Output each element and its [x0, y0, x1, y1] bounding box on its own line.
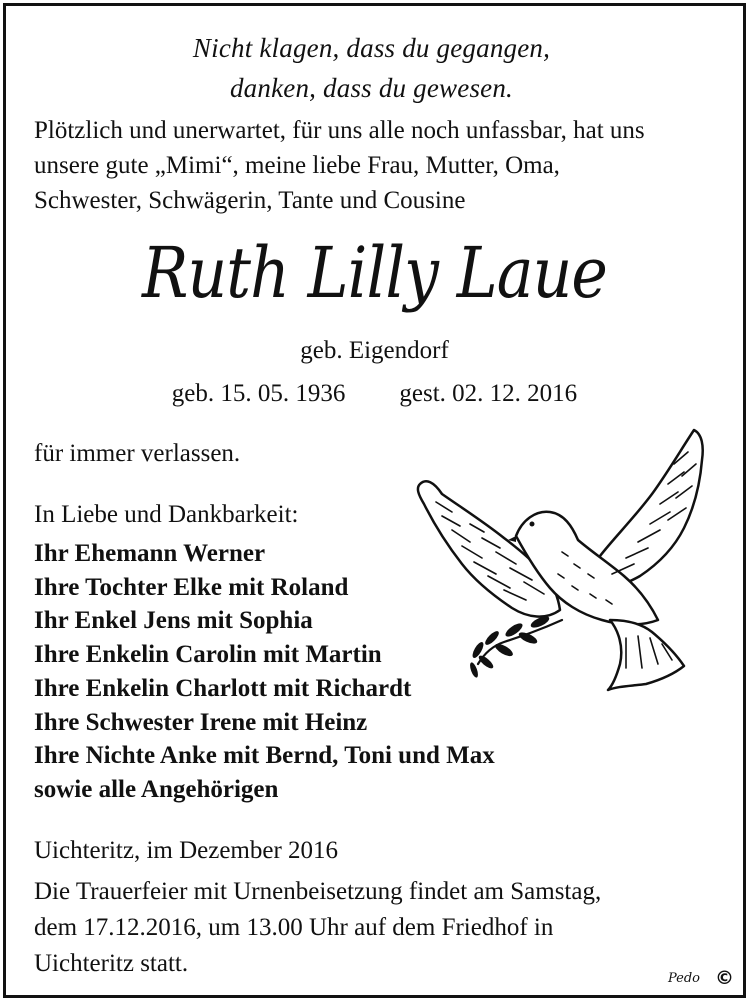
intro-line: unsere gute „Mimi“, meine liebe Frau, Mutter, Oma, — [34, 152, 560, 179]
mourner-item: Ihre Schwester Irene mit Heinz — [34, 708, 368, 736]
place-date: Uichteritz, im Dezember 2016 — [34, 837, 339, 864]
birth-date: geb. 15. 05. 1936 — [171, 380, 346, 407]
deceased-name: Ruth Lilly Laue — [141, 232, 608, 314]
mourner-item: Ihre Enkelin Charlott mit Richardt — [34, 674, 412, 702]
mourner-item: Ihr Ehemann Werner — [34, 540, 266, 567]
funeral-line: Uichteritz statt. — [34, 950, 189, 977]
intro-line: Schwester, Schwägerin, Tante und Cousine — [34, 187, 466, 214]
death-date: gest. 02. 12. 2016 — [399, 380, 578, 407]
life-dates — [0, 377, 749, 411]
birth-name: geb. Eigendorf — [300, 337, 449, 364]
copyright-symbol: © — [715, 967, 734, 989]
funeral-line: Die Trauerfeier mit Urnenbeisetzung findet am Samstag, — [34, 878, 602, 905]
mourner-item: sowie alle Angehörigen — [34, 775, 279, 803]
mourner-item: Ihre Enkelin Carolin mit Martin — [34, 641, 382, 669]
funeral-line: dem 17.12.2016, um 13.00 Uhr auf dem Friedhof in — [34, 914, 554, 941]
dove-with-olive-branch-icon — [412, 424, 708, 696]
mourner-item: Ihr Enkel Jens mit Sophia — [34, 607, 313, 635]
mourner-item: Ihre Nichte Anke mit Bernd, Toni und Max — [34, 742, 495, 770]
funeral-notice — [34, 874, 724, 982]
leaving-text: für immer verlassen. — [34, 440, 241, 467]
gratitude-text: In Liebe und Dankbarkeit: — [34, 501, 299, 528]
motto-line: Nicht klagen, dass du gegangen, — [192, 33, 551, 63]
mourner-item: Ihre Tochter Elke mit Roland — [34, 573, 349, 601]
intro-line: Plötzlich und unerwartet, für uns alle noch unfassbar, hat uns — [34, 117, 645, 144]
motto — [0, 28, 743, 108]
motto-line: danken, dass du gewesen. — [229, 73, 513, 103]
artist-signature: Pedo — [668, 971, 701, 986]
intro-text — [34, 113, 724, 218]
